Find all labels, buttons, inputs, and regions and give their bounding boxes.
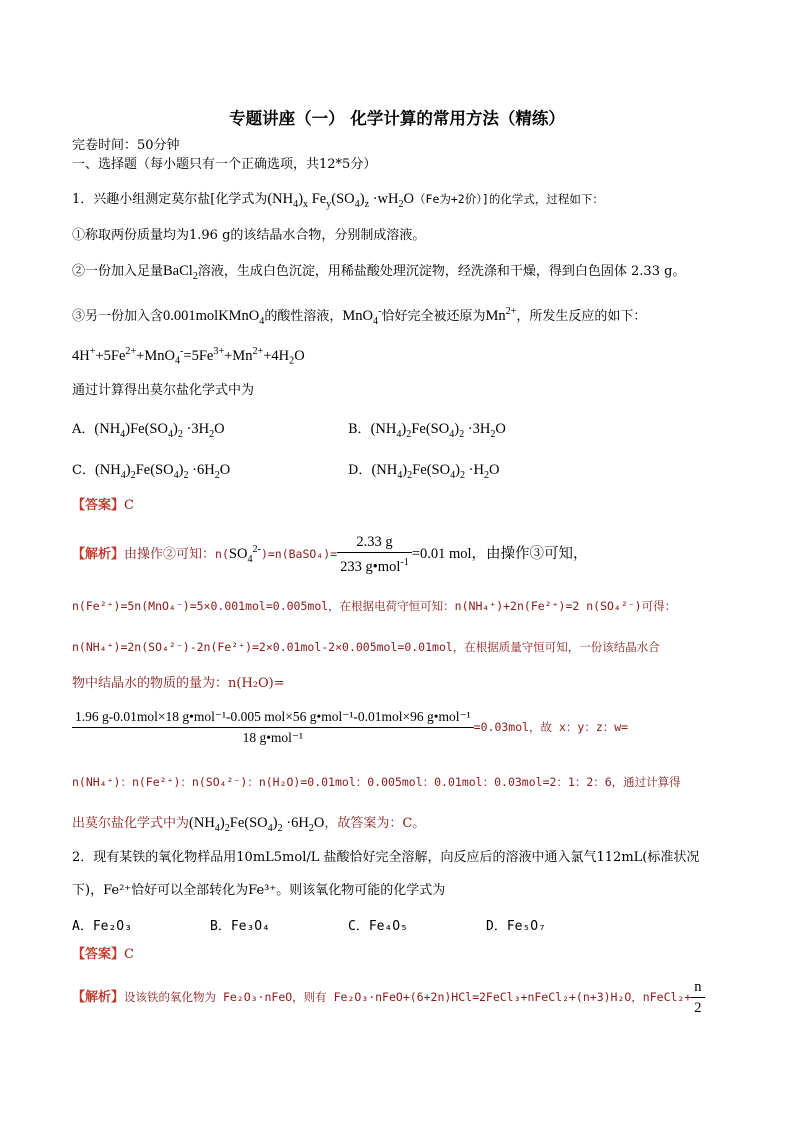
q1-analysis-line1: 【解析】由操作②可知：$n(SO_4^{2-})=n(BaSO_4)=$ $\frac{2.33 g}{233 g•mol^{-1}}$ =0.01 mol，由操作③可知， — [72, 534, 588, 575]
q1-analysis-line2: n(Fe²⁺)=5n(MnO₄⁻)=5×0.001mol=0.005mol，在根据电荷守恒可知：n(NH₄⁺)+2n(Fe²⁺)=2 n(SO₄²⁻)可得： — [72, 599, 677, 613]
q1-option-a[interactable]: A．$(NH_4)Fe(SO_4)_2 \cdot 3H_2O$ — [72, 421, 225, 440]
q1-option-b[interactable]: B．$(NH_4)_2Fe(SO_4)_2 \cdot 3H_2O$ — [348, 421, 506, 440]
q1-fraction-2: 1.96 g-0.01mol×18 g•mol⁻¹-0.005 mol×56 g•mol⁻¹-0.01mol×96 g•mol⁻¹ 18 g•mol⁻¹ — [72, 708, 474, 747]
q2-option-d[interactable]: D．Fe₅O₇ — [486, 919, 546, 934]
q1-step2: ②一份加入足量BaCl$_2$溶液，生成白色沉淀，用稀盐酸处理沉淀物，经洗涤和干燥，得到白色固体 2.33 g。 — [72, 263, 686, 282]
q1-analysis-line6: n(NH₄⁺)：n(Fe²⁺)：n(SO₄²⁻)：n(H₂O)=0.01mol：0.005mol：0.01mol：0.03mol=2：1：2：6，通过计算得 — [72, 775, 681, 789]
q1-analysis-line7: 出莫尔盐化学式中为$(NH_4)_2Fe(SO_4)_2 \cdot 6H_2O$，故答案为：C。 — [72, 815, 426, 834]
q1-analysis-line5: 1.96 g-0.01mol×18 g•mol⁻¹-0.005 mol×56 g•mol⁻¹-0.01mol×96 g•mol⁻¹ 18 g•mol⁻¹ =0.03mol，故 x：y：z：w= — [72, 708, 628, 747]
q2-answer: 【答案】C — [72, 947, 134, 962]
q2-analysis-line1: 【解析】设该铁的氧化物为 Fe₂O₃·nFeO，则有 Fe₂O₃·nFeO+(6+2n)HCl=2FeCl₃+nFeCl₂+(n+3)H₂O，nFeCl₂+ $\frac{n}{2}$ — [72, 978, 705, 1017]
q1-stem: 1．兴趣小组测定莫尔盐[化学式为$(NH_4)_x$ $Fe_y(SO_4)_z \cdot wH_2O(Fe$为+2价）]的化学式，过程如下： — [72, 191, 604, 210]
q1-step3: ③另一份加入含0.001molKMnO$_4$的酸性溶液，MnO$_4$-恰好完全被还原为$Mn^{2+}$，所发生反应的如下： — [72, 306, 647, 327]
q2-option-a[interactable]: A．Fe₂O₃ — [72, 919, 132, 934]
mohr-salt-formula: $(NH_4)_x$ $Fe_y(SO_4)_z \cdot wH_2O$ — [267, 191, 415, 210]
section-heading: 一、选择题（每小题只有一个正确选项，共12*5分） — [72, 157, 377, 172]
q1-answer: 【答案】C — [72, 498, 134, 513]
q1-reaction-equation: $4H^++5Fe^{2+}+MnO_4^-=5Fe^{3+}+Mn^{2+}+4H_2O$ — [72, 346, 305, 367]
q1-analysis-line4: 物中结晶水的物质的量为：n(H₂O)= — [72, 676, 285, 691]
page-title: 专题讲座（一） 化学计算的常用方法（精练） — [229, 109, 565, 128]
q1-prompt: 通过计算得出莫尔盐化学式中为 — [72, 383, 255, 398]
q1-option-d[interactable]: D．$(NH_4)_2Fe(SO_4)_2 \cdot H_2O$ — [348, 462, 500, 481]
exam-time: 完卷时间：50分钟 — [72, 138, 180, 153]
q2-option-b[interactable]: B．Fe₃O₄ — [210, 919, 270, 934]
q1-fraction-1: $\frac{2.33 g}{233 g•mol^{-1}}$ — [337, 533, 412, 576]
q1-analysis-line3: n(NH₄⁺)=2n(SO₄²⁻)-2n(Fe²⁺)=2×0.01mol-2×0.005mol=0.01mol，在根据质量守恒可知，一份该结晶水合 — [72, 640, 660, 654]
q1-step1: ①称取两份质量均为1.96 g的该结晶水合物，分别制成溶液。 — [72, 228, 426, 243]
q2-fraction: $\frac{n}{2}$ — [691, 978, 704, 1017]
q2-stem-line2: 下)，Fe²⁺恰好可以全部转化为Fe³⁺。则该氧化物可能的化学式为 — [72, 883, 446, 898]
q1-option-c[interactable]: C．$(NH_4)_2Fe(SO_4)_2 \cdot 6H_2O$ — [72, 462, 231, 481]
q2-option-c[interactable]: C．Fe₄O₅ — [348, 919, 408, 934]
q2-stem-line1: 2．现有某铁的氧化物样品用10mL5mol/L 盐酸恰好完全溶解，向反应后的溶液中通入氯气112mL(标准状况 — [72, 850, 700, 865]
